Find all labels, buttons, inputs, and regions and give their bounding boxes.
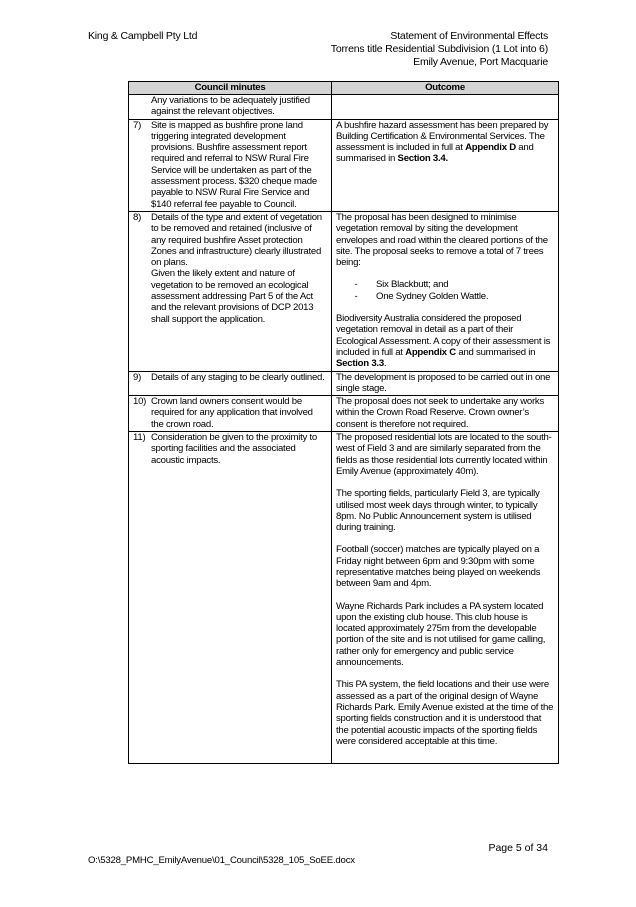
minute-text: Given the likely extent and nature of vegetation to be removed an ecological assessment addressing Part 5 of the Act and the relevant provisions of DCP 2013 shall support the application. [151, 268, 314, 325]
list-item [336, 291, 554, 302]
outcome-cell [332, 95, 559, 120]
minute-text: Details of any staging to be clearly outlined. [151, 371, 325, 383]
minute-cell [129, 95, 332, 120]
outcome-paragraph [336, 313, 554, 369]
minute-text: Site is mapped as bushfire prone land triggering integrated development provisions. Bushfire assessment report required and referral to NSW Rural Fire Service will be undertaken as part of the assessment process. $320 cheque made payable to NSW Rural Fire Service and $140 referral fee payable to Council. [151, 119, 317, 210]
minute-cell [129, 371, 332, 396]
table-row [129, 211, 559, 371]
outcome-text: This PA system, the field locations and their use were assessed as a part of the original design of Wayne Richards Park. Emily Avenue existed at the time of the sporting fields construction and it is understood that the potential acoustic impacts of the sporting fields were considered acceptable at this time. [336, 679, 554, 747]
outcome-cell [332, 432, 559, 764]
list-item [336, 279, 554, 290]
item-number: 7) [133, 119, 142, 131]
bullet-marker: - [354, 290, 358, 302]
list-item-text: Six Blackbutt; and [376, 279, 449, 291]
item-number: 10) [133, 396, 147, 408]
minute-cell [129, 432, 332, 764]
outcome-text: A bushfire hazard assessment has been prepared by Building Certification & Environmental Services. The assessment is included in full at [336, 119, 549, 154]
col-header-council-minutes: Council minutes [129, 82, 332, 95]
minute-cell [129, 119, 332, 211]
header-location: Emily Avenue, Port Macquarie [413, 56, 548, 68]
outcome-text: The sporting fields, particularly Field 3, are typically utilised most week days through winter, to typically 8pm. No Public Announcement system is utilised during training. [336, 488, 540, 534]
minute-text: Consideration be given to the proximity to sporting facilities and the associated acoustic impacts. [151, 432, 318, 466]
table-header-row [129, 82, 559, 95]
col-header-outcome: Outcome [332, 82, 559, 95]
outcome-text: The proposal has been designed to minimise vegetation removal by siting the development envelopes and road within the cleared portions of the site. The proposal seeks to remove a total of 7 trees being: [336, 211, 548, 269]
table-row [129, 95, 559, 120]
file-path: O:\5328_PMHC_EmilyAvenue\01_Council\5328_105_SoEE.docx [88, 855, 355, 866]
minute-cell [129, 396, 332, 432]
outcome-text: The proposal does not seek to undertake any works within the Crown Road Reserve. Crown owner’s consent is therefore not required. [336, 396, 545, 430]
outcome-text: and summarised in [455, 346, 536, 358]
outcome-text: The proposed residential lots are located to the south-west of Field 3 and are similarly separated from the fields as those residential lots currently located within Emily Avenue (approximately 40m). [336, 432, 552, 477]
outcome-text: The development is proposed to be carried out in one single stage. [336, 371, 551, 394]
council-minutes-table [128, 81, 559, 764]
header-document-info [331, 30, 548, 69]
table-row [129, 119, 559, 211]
section-reference: Section 3.4. [397, 153, 448, 165]
outcome-cell [332, 211, 559, 371]
outcome-cell [332, 119, 559, 211]
item-number: 9) [133, 371, 142, 383]
bullet-marker: - [354, 279, 358, 291]
table-row [129, 396, 559, 432]
outcome-text: Wayne Richards Park includes a PA system located upon the existing club house. This club house is located approximately 275m from the developable portion of the site and is not utilised for game calling, rather only for emergency and public service announcements. [336, 600, 546, 669]
minute-cell [129, 211, 332, 371]
outcome-text: Biodiversity Australia considered the proposed vegetation removal in detail as a part of their Ecological Assessment. A copy of their assessment is included in full at [336, 313, 551, 358]
table-row [129, 432, 559, 764]
list-item-text: One Sydney Golden Wattle. [376, 290, 489, 302]
minute-text: Details of the type and extent of vegetation to be removed and retained (inclusive of any required bushfire Asset protection Zones and infrastructure) clearly illustrated on plans. [151, 211, 322, 269]
item-number: 11) [133, 432, 146, 444]
header-company: King & Campbell Pty Ltd [88, 30, 198, 42]
outcome-text: Football (soccer) matches are typically played on a Friday night between 6pm and 9:30pm with some representative matches being played on weekends between 9am and 4pm. [336, 544, 541, 590]
minute-text: Crown land owners consent would be required for any application that involved the crown road. [151, 396, 313, 430]
outcome-text: and summarised in [336, 142, 534, 165]
table-row [129, 371, 559, 396]
header-subtitle: Torrens title Residential Subdivision (1 Lot into 6) [330, 43, 548, 55]
appendix-reference: Appendix C [405, 346, 456, 358]
outcome-cell [332, 371, 559, 396]
page-number: Page 5 of 34 [488, 842, 548, 854]
item-number: 8) [133, 211, 142, 223]
section-reference: Section 3.3 [336, 358, 384, 370]
minute-text: Any variations to be adequately justified against the relevant objectives. [151, 95, 310, 118]
header-doc-title: Statement of Environmental Effects [390, 30, 548, 42]
appendix-reference: Appendix D [465, 142, 516, 154]
outcome-text: . [383, 358, 387, 370]
outcome-cell [332, 396, 559, 432]
